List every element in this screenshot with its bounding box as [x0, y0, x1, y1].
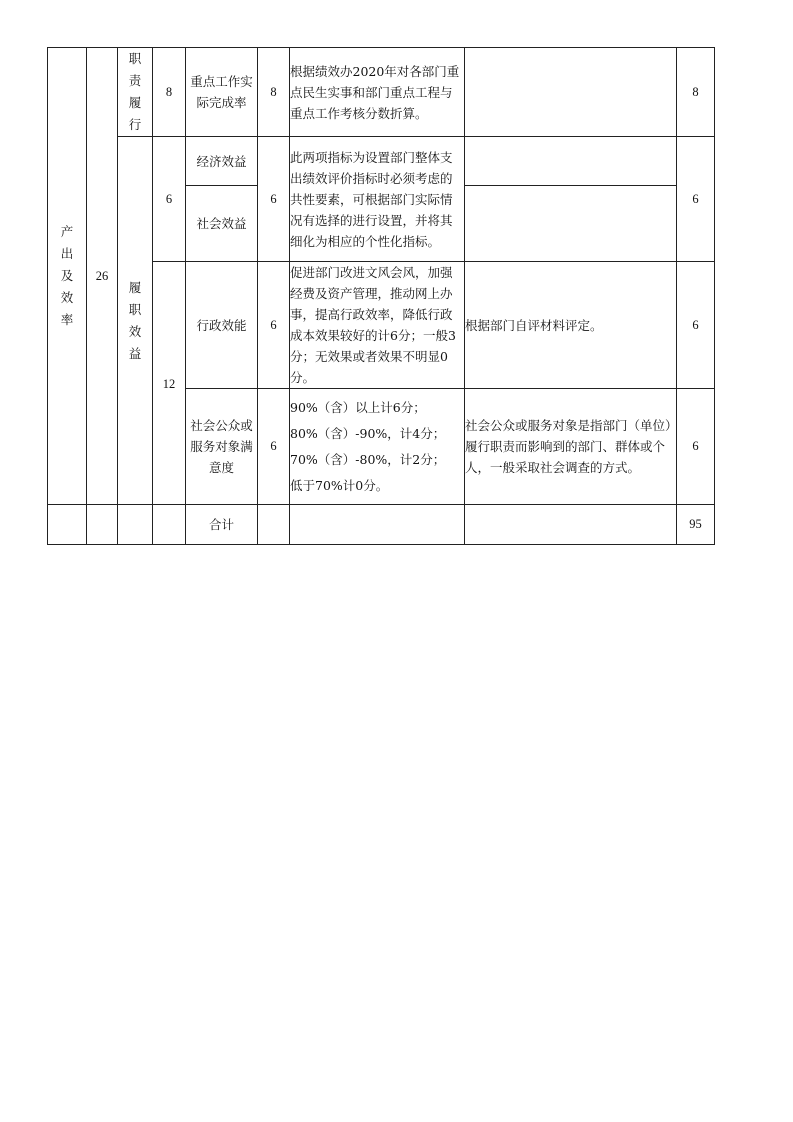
table-row: [48, 137, 715, 186]
satisfaction-score: 6: [258, 389, 290, 505]
economic-indicator: 经济效益: [186, 137, 258, 186]
level1-label: 产出及效率: [60, 224, 74, 327]
total-row: [48, 505, 715, 545]
empty-cell: [258, 505, 290, 545]
empty-cell: [153, 505, 186, 545]
benefit-category-cell: [118, 137, 153, 505]
duty-criteria: 根据绩效办2020年对各部门重点民生实事和部门重点工程与重点工作考核分数折算。: [290, 48, 465, 137]
total-label: 合计: [186, 505, 258, 545]
benefit-group2-score: 12: [153, 262, 186, 505]
satisfaction-note: 社会公众或服务对象是指部门（单位）履行职责而影响到的部门、群体或个人，一般采取社会调查的方式。: [465, 389, 677, 505]
duty-category-label: 职责履行: [128, 51, 142, 132]
empty-cell: [87, 505, 118, 545]
satisfaction-criteria: [290, 389, 465, 505]
table-row: [48, 48, 715, 137]
economic-note: [465, 137, 677, 186]
level1-cell: [48, 48, 87, 505]
empty-cell: [465, 505, 677, 545]
criteria-line: 70%（含）-80%，计2分；: [290, 451, 446, 467]
duty-note: [465, 48, 677, 137]
benefit-shared-score: 6: [258, 137, 290, 262]
benefit-criteria: 此两项指标为设置部门整体支出绩效评价指标时必须考虑的共性要素，可根据部门实际情况有选择的进行设置，并将其细化为相应的个性化指标。: [290, 137, 465, 262]
evaluation-table: [47, 47, 715, 545]
benefit-result: 6: [677, 137, 715, 262]
duty-category-cell: [118, 48, 153, 137]
empty-cell: [118, 505, 153, 545]
level1-score: 26: [87, 48, 118, 505]
satisfaction-result: 6: [677, 389, 715, 505]
satisfaction-indicator: 社会公众或服务对象满意度: [186, 389, 258, 505]
duty-indicator: 重点工作实际完成率: [186, 48, 258, 137]
duty-category-score: 8: [153, 48, 186, 137]
benefit-category-label: 履职效益: [128, 279, 142, 361]
criteria-line: 90%（含）以上计6分；: [290, 399, 426, 415]
empty-cell: [290, 505, 465, 545]
admin-criteria: 促进部门改进文风会风，加强经费及资产管理，推动网上办事，提高行政效率，降低行政成本效果较好的计6分；一般3分；无效果或者效果不明显0分。: [290, 262, 465, 389]
duty-result: 8: [677, 48, 715, 137]
social-note: [465, 186, 677, 262]
admin-score: 6: [258, 262, 290, 389]
admin-indicator: 行政效能: [186, 262, 258, 389]
total-score: 95: [677, 505, 715, 545]
criteria-line: 80%（含）-90%，计4分；: [290, 425, 446, 441]
admin-result: 6: [677, 262, 715, 389]
empty-cell: [48, 505, 87, 545]
benefit-group1-score: 6: [153, 137, 186, 262]
duty-score: 8: [258, 48, 290, 137]
criteria-line: 低于70%计0分。: [290, 477, 389, 493]
social-indicator: 社会效益: [186, 186, 258, 262]
admin-note: 根据部门自评材料评定。: [465, 262, 677, 389]
